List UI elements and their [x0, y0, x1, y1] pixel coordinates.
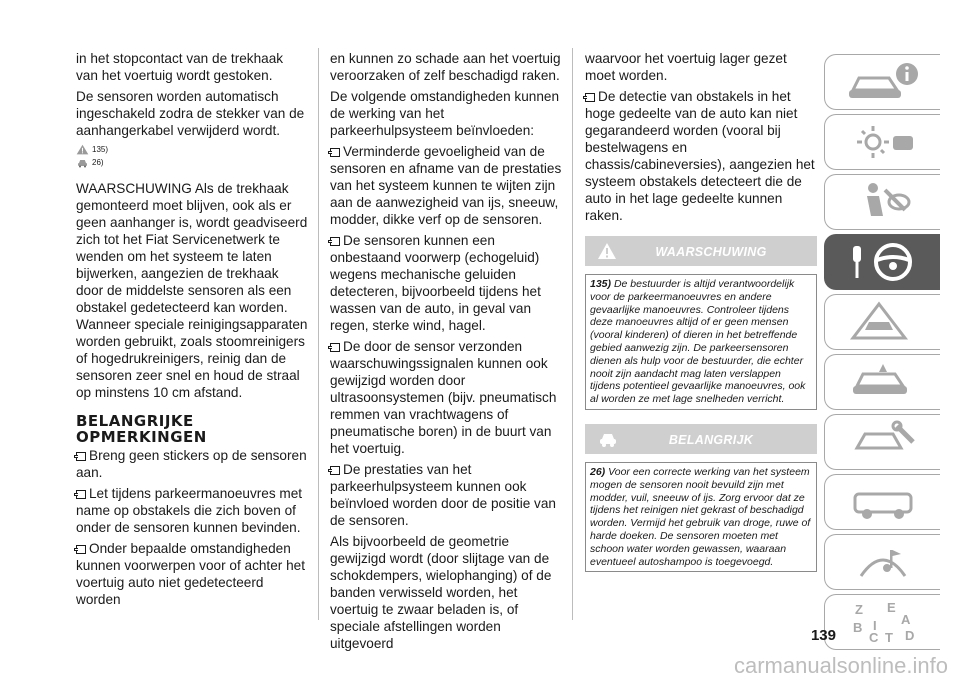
bullet-item: De door de sensor verzonden waarschuwingssignalen kunnen ook gewijzigd worden door ultrasoonsystemen (bijv. pneumatisch remmen van vrachtwagens of pneumatische boren) in de buurt van het voertuig.: [330, 339, 557, 456]
important-box: [585, 462, 817, 572]
paragraph: Als bijvoorbeeld de geometrie gewijzigd wordt (door slijtage van de schokdempers, wielophanging) of de banden verwisseld worden, het voertuig te zwaar beladen is, of speciale afstellingen worden uitgevoerd: [330, 534, 552, 651]
tab-safety[interactable]: [824, 174, 940, 230]
dashboard-lights-icon: [843, 120, 923, 164]
tab-starting-driving[interactable]: [824, 234, 940, 290]
technical-data-icon: [843, 480, 923, 524]
key-steering-wheel-icon: [843, 240, 923, 284]
bullet-icon: [330, 343, 340, 352]
breakdown-car-icon: [843, 360, 923, 404]
car-caution-icon: [76, 157, 89, 168]
car-info-icon: [843, 60, 923, 104]
warning-header: [585, 236, 817, 266]
page-number: 139: [810, 627, 836, 644]
bullet-item: De sensoren kunnen een onbestaand voorwerp (echogeluid) wegens mechanische geluiden detecteren, bijvoorbeeld tijdens het wassen van de auto, in geval van regen, sterke wind, hagel.: [330, 233, 541, 333]
reference-number: 135): [92, 144, 109, 154]
tab-car-info[interactable]: [824, 54, 940, 110]
multimedia-note-icon: [843, 540, 923, 584]
tab-breakdown[interactable]: [824, 354, 940, 410]
bullet-item: Onder bepaalde omstandigheden kunnen voorwerpen voor of achter het voertuig auto niet gedetecteerd worden: [76, 541, 305, 607]
paragraph: De sensoren worden automatisch ingeschakeld zodra de stekker van de aanhangerkabel verwijderd wordt.: [76, 89, 305, 138]
paragraph: en kunnen zo schade aan het voertuig veroorzaken of zelf beschadigd raken.: [330, 51, 561, 83]
text-column-1: [76, 50, 308, 612]
column-divider: [572, 48, 573, 620]
chapter-tabs: [824, 54, 940, 654]
tab-index[interactable]: [824, 594, 940, 650]
index-letter: I: [872, 618, 877, 633]
bullet-item: De detectie van obstakels in het hoge gedeelte van de auto kan niet gegarandeerd worden (vooral bij bestelwagens en chassis/cabineversies), aangezien het systeem obstakels detecteert die de auto in het lage gedeelte kunnen raken.: [585, 89, 815, 223]
bullet-icon: [330, 237, 340, 246]
paragraph: in het stopcontact van de trekhaak van het voertuig wordt gestoken.: [76, 51, 284, 83]
bullet-item: Let tijdens parkeermanoeuvres met name op obstakels die zich boven of onder de sensoren kunnen bevinden.: [76, 486, 303, 535]
warning-box: [585, 274, 817, 410]
paragraph: waarvoor het voertuig lager gezet moet worden.: [585, 51, 787, 83]
warning-number: 135): [590, 278, 612, 290]
warning-triangle-icon: [76, 144, 89, 155]
text-column-3: [585, 50, 817, 572]
bullet-icon: [76, 452, 86, 461]
tab-multimedia[interactable]: [824, 534, 940, 590]
tab-dashboard[interactable]: [824, 114, 940, 170]
text-column-2: [330, 50, 562, 656]
index-letters-icon: [843, 600, 923, 644]
bullet-icon: [76, 490, 86, 499]
bullet-icon: [76, 545, 86, 554]
index-letter: C: [868, 630, 878, 644]
index-letter: E: [886, 600, 896, 615]
important-title: BELANGRIJK: [668, 432, 754, 447]
tab-emergency[interactable]: [824, 294, 940, 350]
bullet-item: De prestaties van het parkeerhulpsysteem kunnen ook beïnvloed worden door de positie van de sensoren.: [330, 462, 556, 528]
important-header: [585, 424, 817, 454]
important-number: 26): [590, 465, 606, 478]
reference-number: 26): [92, 157, 104, 167]
bullet-icon: [585, 93, 595, 102]
airbag-seat-icon: [843, 180, 923, 224]
index-letter: Z: [854, 602, 863, 617]
warning-triangle-car-icon: [843, 300, 923, 344]
watermark: carmanualsonline.info: [733, 653, 948, 678]
index-letter: D: [904, 628, 914, 643]
section-heading: BELANGRIJKE OPMERKINGEN: [76, 412, 207, 446]
important-reference[interactable]: [76, 156, 308, 168]
paragraph: De volgende omstandigheden kunnen de werking van het parkeerhulpsysteem beïnvloeden:: [330, 89, 560, 138]
bullet-item: Verminderde gevoeligheid van de sensoren en afname van de prestaties van het systeem kunnen te wijten zijn aan de aanwezigheid van ijs, sneeuw, modder, dikke verf op de sensoren.: [330, 144, 562, 227]
bullet-item: Breng geen stickers op de sensoren aan.: [76, 448, 307, 480]
paragraph: WAARSCHUWING Als de trekhaak gemonteerd moet blijven, ook als er geen aanhanger is, wordt geadviseerd zich tot het Fiat Servicenetwerk te wenden om het systeem te laten bijwerken, aangezien de trekhaak door de middelste sensoren als een obstakel gedetecteerd kan worden. Wanneer speciale reinigingsapparaten worden gebruikt, zoals stoomreinigers of hogedrukreinigers, reinig dan de sensoren zeer snel en houd de straal op minstens 10 cm afstand.: [76, 181, 308, 400]
warning-text: De bestuurder is altijd verantwoordelijk voor de parkeermanoeuvres en andere gevaarlijke manoeuvres. Controleer tijdens deze manoeuvres altijd of er geen mensen (vooral kinderen) of dieren in het betreffende gebied aanwezig zijn. De parkeersensoren dienen als hulp voor de bestuurder, die echter nooit zijn aandacht mag laten verslappen tijdens potentieel gevaarlijke manoeuvres, ook al worden ze met lage snelheden verricht.: [590, 278, 806, 406]
warning-title: WAARSCHUWING: [655, 245, 767, 259]
tab-maintenance[interactable]: [824, 414, 940, 470]
warning-reference[interactable]: [76, 143, 308, 155]
maintenance-wrench-icon: [843, 420, 923, 464]
index-letter: A: [900, 612, 910, 627]
index-letter: T: [884, 630, 893, 644]
bullet-icon: [330, 148, 340, 157]
index-letter: B: [852, 620, 862, 635]
important-text: Voor een correcte werking van het systeem mogen de sensoren nooit bevuild zijn met modder, vuil, sneeuw of ijs. Zorg ervoor dat ze tijdens het reinigen niet gekrast of beschadigd worden. Vermijd het gebruik van droge, ruwe of harde doeken. De sensoren moeten met schoon water worden gewassen, waaraan eventueel autoshampoo is toegevoegd.: [590, 465, 811, 568]
tab-technical-data[interactable]: [824, 474, 940, 530]
bullet-icon: [330, 466, 340, 475]
column-divider: [318, 48, 319, 620]
